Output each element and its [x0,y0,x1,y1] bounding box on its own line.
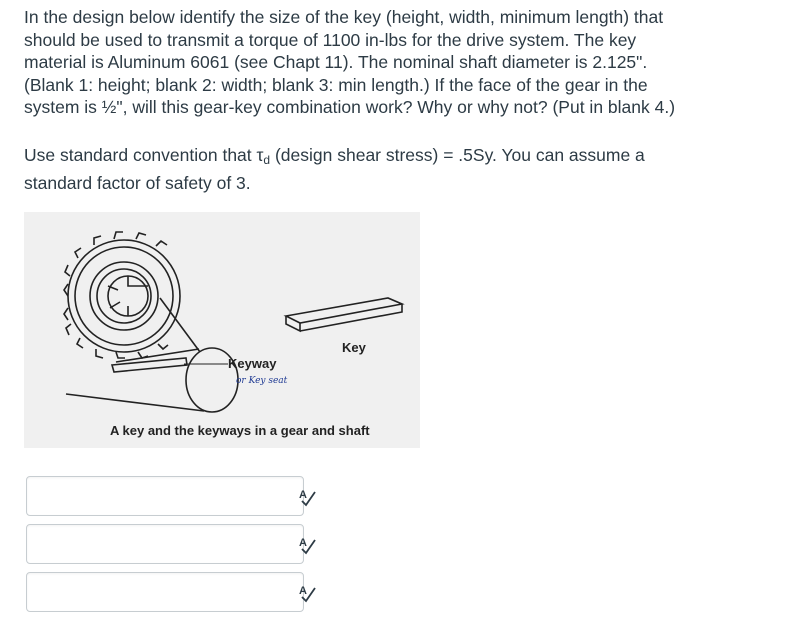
convention-suffix: (design shear stress) = .5Sy. You can assume a [270,145,645,165]
answer-blank-1 [26,476,326,516]
key-diagram-figure [24,212,420,448]
convention-text [24,144,764,194]
convention-subscript: d [263,153,271,167]
question-line: In the design below identify the size of the key (height, width, minimum length) that [24,7,664,27]
answer-blank-2 [26,524,326,564]
spellcheck-icon[interactable] [296,534,318,556]
answer-blank-3 [26,572,326,612]
svg-text:A: A [299,489,307,501]
keyseat-handwritten-label: or Key seat [236,376,288,386]
answer-input-2[interactable] [26,524,304,564]
convention-line: standard factor of safety of 3. [24,172,251,193]
spellcheck-icon[interactable] [296,582,318,604]
spellcheck-icon[interactable] [296,486,318,508]
question-text [24,6,764,119]
key-diagram [24,212,420,448]
question-line: system is ½", will this gear-key combination work? Why or why not? (Put in blank 4.) [24,97,676,118]
gear-illustration [64,232,180,358]
question-line: (Blank 1: height; blank 2: width; blank 3: min length.) If the face of the gear in the [24,74,648,95]
key-illustration [286,298,402,331]
key-label: Key [342,340,366,355]
answer-input-3[interactable] [26,572,304,612]
convention-line [24,144,764,172]
keyway-label: Keyway [228,356,277,371]
convention-prefix: Use standard convention that τ [24,145,264,165]
answer-input-1[interactable] [26,476,304,516]
svg-text:A: A [299,585,307,597]
figure-caption: A key and the keyways in a gear and shaft [110,423,370,438]
question-line: should be used to transmit a torque of 1100 in-lbs for the drive system. The key [24,29,637,50]
svg-text:A: A [299,537,307,549]
question-line: material is Aluminum 6061 (see Chapt 11). The nominal shaft diameter is 2.125". [24,52,648,73]
